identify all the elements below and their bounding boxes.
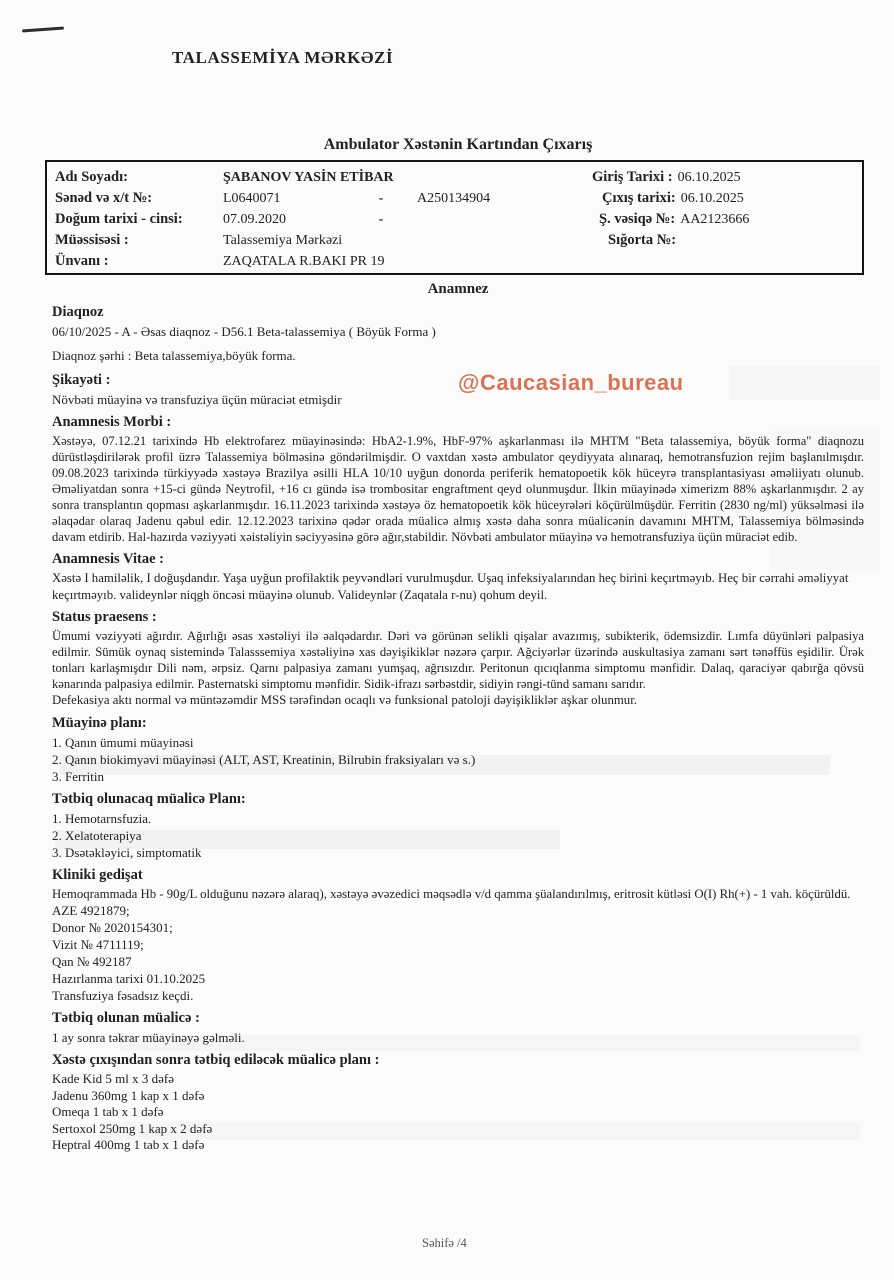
section-heading: Şikayəti :	[52, 372, 111, 388]
section-heading: Tətbiq olunan müalicə :	[52, 1010, 200, 1026]
anamnez-heading: Anamnez	[427, 281, 489, 297]
info-row-insurance	[592, 230, 749, 251]
info-label: Sığorta №:	[608, 232, 677, 248]
info-label: Adı Soyadı:	[55, 169, 128, 185]
section-clinical-course	[52, 866, 864, 1005]
section-anamnesis-morbi	[52, 413, 864, 545]
section-heading: Anamnesis Morbi :	[52, 414, 172, 430]
anamnesis-morbi-paragraph: Xəstəyə, 07.12.21 tarixində Hb elektrofarez müayinəsində: HbA2-1.9%, HbF-97% aşkarlanması ilə MHTM "Beta talassemiya, böyük forma" diaqnozu dürüstləşdirilərək profil üzrə Talassemiya bölməsinə göndərilmişdir. O vaxtdan xəstə ambulator qeydiyyata alınaraq, hemotransfuzion rejim başlanılmışdır. 09.08.2023 tarixində türkiyyədə xəstəyə Brazilya əsilli HLA 10/10 uyğun donorda periferik hematopoetik kök hüceyrə transplantasiyası əməliiyatı olunub. Əməliyatdan sonra +15-ci gündə Neytrofil, +16 cı gündə isə trombositar engraftment qeyd olunmuşdur. İlkin müayinədə ximerizm 88% aşkarlanmışdır. 2 ay sonra transplantın qopması aşkarlanmışdır. 16.11.2023 tarixində xəstəyə öz hematopoetik kök hüceyrələri köçürülmüşdür. Ferritin (2830 ng/ml) yüksəlməsi ilə əlaqədar olaraq Jadenu qəbul edir. 12.12.2023 tarixinə qədər orada müalicə almış xəstə daha sonra müalicənin davamını MHTM, Talassemiya bölməsində davam etdirib. Hal-hazırda vəziyyəti xəistəliyin səciyyəsinə görə ağır,stabildir. Növbəti ambulator müayinə və hemotransfuziya üçün müraciət edib.	[52, 434, 864, 544]
section-anamnesis-vitae	[52, 550, 864, 603]
clinical-course-line: Vizit № 4711119;	[52, 937, 144, 952]
section-heading: Diaqnoz	[52, 304, 104, 320]
treatment-plan-item: 1. Hemotarnsfuzia.	[52, 810, 152, 826]
info-value-2: A250134904	[417, 191, 491, 206]
medication-line: Kade Kid 5 ml x 3 dəfə	[52, 1071, 175, 1086]
info-row-admission-date	[592, 167, 749, 188]
info-label: Giriş Tarixi :	[592, 169, 673, 185]
info-label: Doğum tarixi - cinsi:	[55, 211, 183, 227]
info-row-discharge-date	[592, 188, 749, 209]
info-value: ZAQATALA R.BAKI PR 19	[223, 254, 385, 269]
medication-line: Jadenu 360mg 1 kap x 1 dəfə	[52, 1087, 205, 1103]
section-applied-treatment	[52, 1009, 864, 1046]
info-label: Müəssisəsi :	[55, 232, 129, 248]
document-title: Ambulator Xəstənin Kartından Çıxarış	[323, 136, 593, 153]
watermark-text: @Caucasian_bureau	[458, 370, 684, 395]
section-exam-plan	[52, 714, 864, 785]
treatment-plan-item: 2. Xelatoterapiya	[52, 827, 142, 843]
clinical-course-line: Qan № 492187	[52, 954, 132, 969]
info-label: Ünvanı :	[55, 253, 109, 269]
info-value: 07.09.2020	[223, 212, 286, 227]
info-value: 06.10.2025	[677, 170, 741, 185]
section-heading: Anamnesis Vitae :	[52, 551, 164, 567]
status-paragraph-2: Defekasiya aktı normal və müntəzəmdir MSS tərəfindən ocaqlı və funksional patoloji dəyişikliklər aşkar olunmur.	[52, 693, 637, 707]
clinical-course-line: Transfuziya fəsadsız keçdi.	[52, 988, 194, 1003]
patient-info-right	[592, 167, 749, 251]
info-value: 06.10.2025	[680, 191, 744, 206]
applied-treatment-line: 1 ay sonra təkrar müayinəyə gəlməli.	[52, 1030, 245, 1045]
medication-line: Omeqa 1 tab x 1 dəfə	[52, 1104, 164, 1119]
document-content	[52, 0, 864, 1154]
section-post-discharge-plan	[52, 1051, 864, 1154]
section-status-praesens	[52, 608, 864, 709]
medication-line: Heptral 400mg 1 tab x 1 dəfə	[52, 1137, 205, 1152]
section-heading: Müayinə planı:	[52, 714, 147, 731]
info-value: ŞABANOV YASİN ETİBAR	[223, 170, 394, 185]
patient-info-table	[45, 160, 864, 275]
info-value: AA2123666	[680, 212, 750, 227]
clinical-course-paragraph: Hemoqrammada Hb - 90g/L olduğunu nəzərə alaraq), xəstəyə əvəzedici məqsədlə v/d qamma şüalandırılmış, eritrosit kütləsi O(I) Rh(+) - 1 vah. köçürüldü.	[52, 886, 851, 901]
info-label: Çıxış tarixi:	[602, 190, 676, 206]
section-heading: Kliniki gedişat	[52, 866, 143, 883]
diagnosis-line: 06/10/2025 - A - Əsas diaqnoz - D56.1 Beta-talassemiya ( Böyük Forma )	[52, 324, 436, 339]
info-separator: -	[378, 212, 384, 227]
medication-line: Sertoxol 250mg 1 kap x 2 dəfə	[52, 1120, 213, 1136]
complaint-line: Növbəti müayinə və transfuziya üçün müraciət etmişdir	[52, 392, 342, 407]
clinical-course-line: Hazırlanma tarixi 01.10.2025	[52, 971, 206, 986]
section-heading: Xəstə çıxışından sonra tətbiq ediləcək müalicə planı :	[52, 1052, 380, 1068]
exam-plan-item: 1. Qanın ümumi müayinəsi	[52, 734, 194, 750]
org-name: TALASSEMİYA MƏRKƏZİ	[172, 48, 394, 67]
info-value: Talassemiya Mərkəzi	[223, 233, 343, 248]
status-paragraph-1: Ümumi vəziyyəti ağırdır. Ağırlığı əsas xəstəliyi ilə əalqədardır. Dəri və görünən selikli qişalar avazımış, subikterik, ödemsizdir. Lımfa düyünləri palpasiya edilmir. Sümük oynaq sistemində Talasssemiya xəstəliyinə xas dəyişikiklər nəzərə çarpır. Ağciyərlər üzərində auskultasiya zamanı sərt tənəffüs eşidilir. Ürək tonları karlaşmışdır Dili nəm, ərpsiz. Qarnı palpasiya zamanı yumşaq, ağrısızdır. Peritonun qıcıqlanma simptomu mənfidir. Dalaq, qaraciyər qabırğa qövsü kənarında palpasiya edilmir. Pasternatski simptomu mənfidir. Sidik-ifrazı sərbəstdir, sidiyin rəngi-tünd samanı sarıdır.	[52, 629, 864, 691]
exam-plan-item: 2. Qanın biokimyəvi müayinəsi (ALT, AST, Kreatinin, Bilrubin fraksiyaları və s.)	[52, 751, 476, 767]
info-row-id-card	[592, 209, 749, 230]
section-diaqnoz	[52, 303, 864, 364]
diagnosis-note-line: Diaqnoz şərhi : Beta talassemiya,böyük forma.	[52, 348, 296, 363]
section-heading: Status praesens :	[52, 609, 157, 625]
exam-plan-item: 3. Ferritin	[52, 768, 104, 784]
info-row-address	[55, 251, 854, 272]
clinical-course-line: Donor № 2020154301;	[52, 920, 173, 935]
info-label: Sənəd və x/t №:	[55, 190, 153, 206]
page-footer: Səhifə /4	[422, 1236, 467, 1250]
info-value: L0640071	[223, 191, 281, 206]
section-heading: Tətbiq olunacaq müalicə Planı:	[52, 790, 246, 807]
treatment-plan-item: 3. Dsətəkləyici, simptomatik	[52, 844, 202, 860]
clinical-course-line: AZE 4921879;	[52, 903, 130, 918]
info-separator: -	[378, 191, 384, 206]
info-label: Ş. vəsiqə №:	[599, 211, 676, 227]
section-treatment-plan	[52, 790, 864, 861]
anamnesis-vitae-paragraph: Xəstə I hamiləlik, I doğuşdandır. Yaşa uyğun profilaktik peyvəndləri vurulmuşdur. Uşaq infeksiyalarından heç birini keçırtməyıb. Heç bir cərrahi əməliyyat keçırtməyıb. valideynlər niqgh öncəsi müayinə olunub. Valideynlər (Zaqatala r-nu) qohum deyil.	[52, 571, 849, 602]
